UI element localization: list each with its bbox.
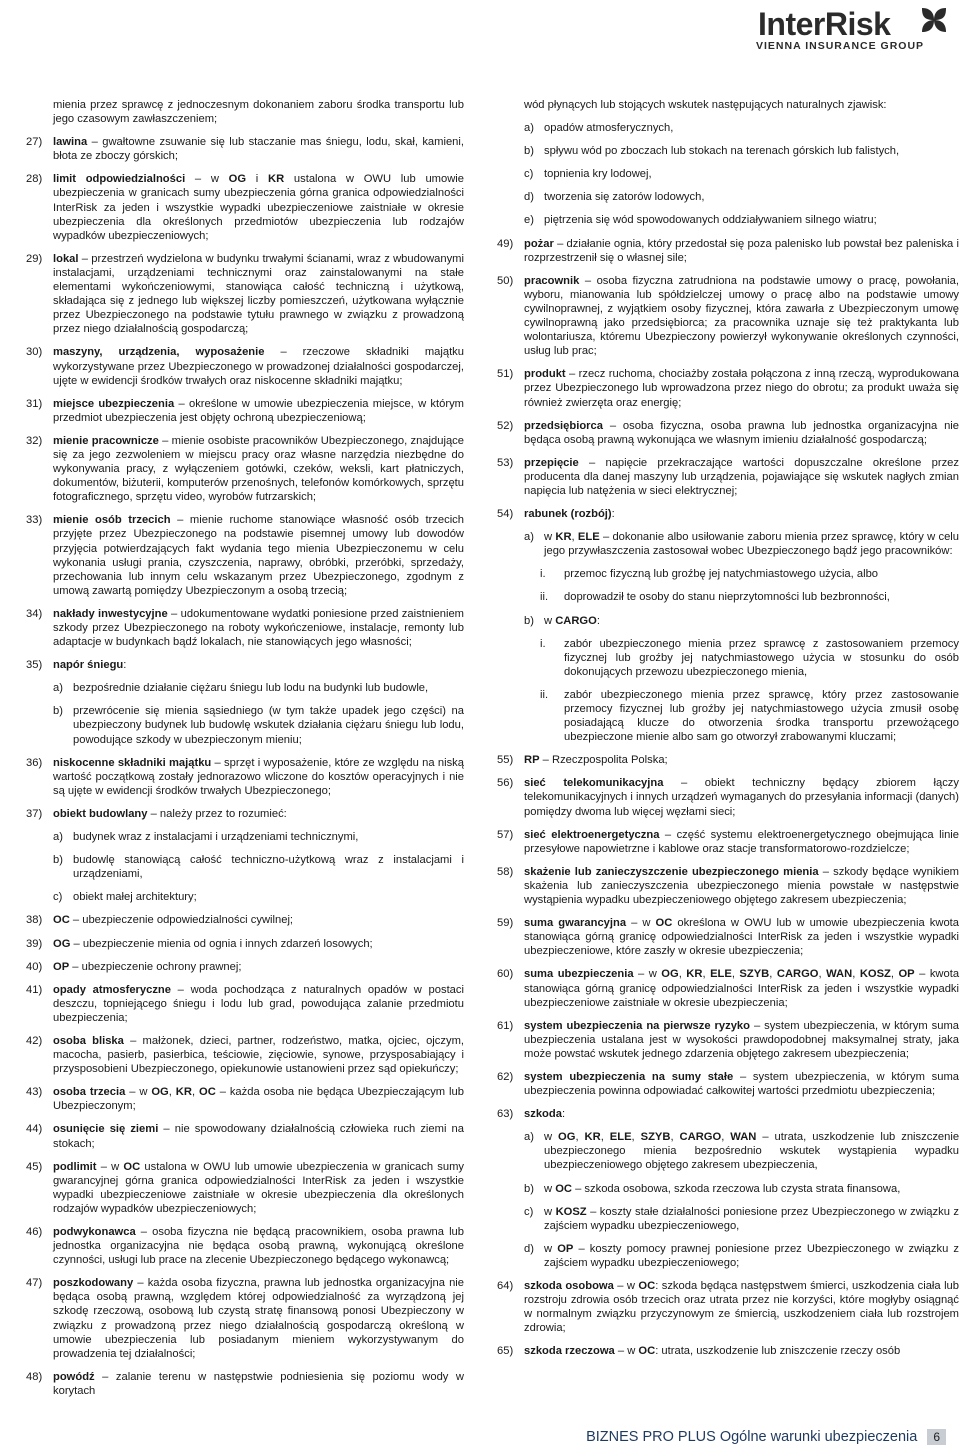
definition-27: 27) lawina – gwałtowne zsuwanie się lub staczanie mas śniegu, lodu, skał, kamieni, błota ze zboczy górskich;: [26, 136, 464, 163]
definition-35-b: b) przewrócenie się mienia sąsiedniego (w tym także upadek jego części) na ubezpieczony budynek lub budowlę wskutek działania ciężaru śniegu lub lodu, powodujące szkody w ubezpieczonym mieniu;: [53, 705, 464, 746]
definition-45: 45) podlimit – w OC ustalona w OWU lub umowie ubezpieczenia w granicach sumy gwarancyjnej górna granica odpowiedzialności InterRisk za jeden i wszystkie wypadki ubezpieczeniowe zaistniałe w okresie ubezpieczenia dla określonych rodzajów wypadków ubezpieczeniowych;: [26, 1160, 464, 1215]
definition-58: 58) skażenie lub zanieczyszczenie ubezpieczonego mienia – szkody będące wynikiem skażenia lub zanieczyszczenia ubezpieczonego mienia powstałe w następstwie wystąpienia wypadku ubezpieczeniowego objętego zakresem ubezpieczenia;: [497, 865, 959, 907]
definition-37-c: c) obiekt małej architektury;: [53, 891, 197, 904]
definition-54-b: b) w CARGO:: [524, 614, 600, 627]
definition-34: 34) nakłady inwestycyjne – udokumentowane wydatki poniesione przed zaistnieniem szkody przez Ubezpieczonego na roboty wykończeniowe, instalacje, remonty lub adaptacje w budynkach bądź lokalach, nie stanowiących jego własności;: [26, 607, 464, 649]
definition-63-b: b) w OC – szkoda osobowa, szkoda rzeczowa lub czysta strata finansowa,: [524, 1182, 901, 1195]
definition-38: 38) OC – ubezpieczenie odpowiedzialności cywilnej;: [26, 914, 294, 927]
leaf-icon: [920, 6, 948, 34]
definition-65: 65) szkoda rzeczowa – w OC: utrata, uszkodzenie lub zniszczenie rzeczy osób: [497, 1345, 901, 1358]
definition-39: 39) OG – ubezpieczenie mienia od ognia i innych zdarzeń losowych;: [26, 937, 373, 950]
definition-60: 60) suma ubezpieczenia – w OG, KR, ELE, SZYB, CARGO, WAN, KOSZ, OP – kwota stanowiąca górną granicę odpowiedzialności InterRisk za jeden i wszystkie wypadki ubezpieczeniowe zaistniałe w okresie ubezpieczenia;: [497, 968, 960, 1009]
definition-44: 44) osunięcie się ziemi – nie spowodowany działalnością człowieka ruch ziemi na stokach;: [26, 1123, 464, 1150]
page-footer: [586, 1428, 946, 1446]
definition-54: 54) rabunek (rozbój):: [497, 508, 615, 521]
definition-32: 32) mienie pracownicze – mienie osobiste pracowników Ubezpieczonego, znajdujące się za jego zezwoleniem w miejscu pracy oraz własne narzędzia niezbędne do wykonywania pracy, z wyłączeniem gotówki, czeków, weksli, kart płatniczych, dokumentów, biżuterii, komputerów przenośnych, telefonów komórkowych, sprzętu fotograficznego, sprzętu video, wyrobów futrzarskich;: [26, 434, 464, 504]
definition-63-d: d) w OP – koszty pomocy prawnej poniesione przez Ubezpieczonego w związku z zajściem wypadku ubezpieczeniowego;: [524, 1242, 959, 1269]
definition-47: 47) poszkodowany – każda osoba fizyczna, prawna lub jednostka organizacyjna nie będąca osobą prawną, względem której odpowiedzialność za wyrządzoną jej szkodę rzeczową, osobową lub czystą stratę finansową ponosi Ubezpieczony w związku z prowadzoną przez niego działalnością gospodarczą określoną w umowie ubezpieczenia lub posiadanym mieniem wykorzystywanym do prowadzenia tej działalności;: [26, 1277, 464, 1360]
definition-46: 46) podwykonawca – osoba fizyczna nie będącą pracownikiem, osoba prawna lub jednostka organizacyjna nie będąca osobą prawną, wykonującą określone czynności, usługi lub prace na zlecenie Ubezpieczonego będącego wykonawcą;: [26, 1226, 464, 1267]
definition-63: 63) szkoda:: [497, 1108, 566, 1121]
definition-48-c: c) topnienia kry lodowej,: [524, 168, 652, 181]
definition-54-b-ii: ii. zabór ubezpieczonego mienia przez sprawcę, który przez zastosowanie przemocy fizycznej lub groźby jej natychmiastowego użycia zmusił osobę posiadającą klucze do otworzenia środka transportu przewożącego ubezpieczone mienie albo sam go otworzył zrabowanymi kluczami;: [540, 688, 959, 744]
definition-40: 40) OP – ubezpieczenie ochrony prawnej;: [26, 960, 242, 973]
definition-57: 57) sieć elektroenergetyczna – część systemu elektroenergetycznego obejmująca linie przesyłowe napowietrzne i kablowe oraz stacje transformatorowo-rozdzielcze;: [497, 828, 959, 855]
definition-48-continued: wód płynących lub stojących wskutek następujących naturalnych zjawisk:: [524, 99, 887, 111]
definition-63-c: c) w KOSZ – koszty stałe działalności poniesione przez Ubezpieczonego w związku z zajściem wypadku ubezpieczeniowego,: [524, 1205, 960, 1232]
definition-48-b: b) spływu wód po zboczach lub stokach na terenach górskich lub falistych,: [524, 145, 900, 158]
brand-tagline: VIENNA INSURANCE GROUP: [756, 40, 925, 52]
definition-64: 64) szkoda osobowa – w OC: szkoda będąca następstwem śmierci, uszkodzenia ciała lub rozstroju zdrowia osób trzecich oraz utrata przez nie korzyści, które mogłyby osiągnąć w normalnym związku przyczynowym ze śmiercią, uszkodzeniem ciała lub rozstrojem zdrowia;: [497, 1280, 959, 1335]
definition-42: 42) osoba bliska – małżonek, dzieci, partner, rodzeństwo, matka, ojciec, ojczym, macocha, pasierb, pasierbica, teściowie, zięciowie, synowe, przysposabiający i przysposobieni Ubezpieczonego, opiekunowie ustanowieni przez sąd opiekuńczy;: [26, 1034, 464, 1076]
definition-36: 36) niskocenne składniki majątku – sprzęt i wyposażenie, które ze względu na niską wartość początkową zostały jednorazowo wliczone do kosztów operacyjnych i nie są ujęte w ewidencji środków trwałych Ubezpieczonego;: [26, 756, 464, 797]
interrisk-logo: [718, 6, 948, 54]
definition-48-a: a) opadów atmosferycznych,: [524, 122, 674, 135]
definition-26-continued: mienia przez sprawcę z jednoczesnym dokonaniem zaboru środka transportu lub jego czasowym zawłaszczeniem;: [53, 99, 464, 126]
definition-28: 28) limit odpowiedzialności – w OG i KR ustalona w OWU lub umowie ubezpieczenia w granicach sumy ubezpieczenia górna granica odpowiedzialności InterRisk za jeden i wszystkie wypadki ubezpieczeniowe zaistniałe w okresie ubezpieczenia dla określonych przedmiotów ubezpieczenia lub rodzajów wypadków ubezpieczeniowych;: [26, 173, 465, 242]
brand-name: InterRisk: [758, 6, 891, 42]
definition-54-b-i: i. zabór ubezpieczonego mienia przez sprawcę z zastosowaniem przemocy fizycznej lub groźby jej natychmiastowego użycia w stosunku do osób dokonujących przewozu ubezpieczonego mienia,: [540, 637, 959, 678]
definition-55: 55) RP – Rzeczpospolita Polska;: [497, 754, 668, 767]
definition-50: 50) pracownik – osoba fizyczna zatrudniona na podstawie umowy o pracę, powołania, wyboru, mianowania lub spółdzielczej umowy o pracę albo na podstawie umowy cywilnoprawnej, z wyjątkiem osoby fizycznej, która zawarła z Ubezpieczonym umowę cywilnoprawną jako przedsiębiorca; za pracownika uznaje się też praktykanta lub wolontariusza, któremu Ubezpieczony powierzył wykonywanie określonych czynności, usług lub prac;: [497, 274, 959, 358]
definition-53: 53) przepięcie – napięcie przekraczające wartości dopuszczalne określone przez producenta dla danej maszyny lub urządzenia, pojawiające się wskutek nagłych zmian napięcia lub natężenia w sieci elektrycznej;: [497, 456, 959, 497]
definition-59: 59) suma gwarancyjna – w OC określona w OWU lub w umowie ubezpieczenia kwota stanowiąca górną granicę odpowiedzialności InterRisk za jeden i wszystkie wypadki ubezpieczeniowe, które zaszły w okresie ubezpieczenia;: [497, 917, 959, 958]
definition-41: 41) opady atmosferyczne – woda pochodząca z naturalnych opadów w postaci deszczu, topniejącego śniegu i lodu lub grad, powodująca zalanie przedmiotu ubezpieczenia;: [26, 983, 464, 1024]
definition-37-b: b) budowlę stanowiącą całość techniczno-użytkową wraz z instalacjami i urządzeniami,: [53, 854, 464, 881]
definition-48-d: d) tworzenia się zatorów lodowych,: [524, 191, 705, 204]
definition-63-a: a) w OG, KR, ELE, SZYB, CARGO, WAN – utrata, uszkodzenie lub zniszczenie ubezpieczonego mienia bezpośrednio wskutek wystąpienia wypadku ubezpieczeniowego objętego zakresem ubezpieczenia,: [524, 1131, 960, 1172]
definition-37: 37) obiekt budowlany – należy przez to rozumieć:: [26, 807, 287, 820]
definition-48-e: e) piętrzenia się wód spowodowanych oddziaływaniem silnego wiatru;: [524, 214, 877, 227]
definition-35: 35) napór śniegu:: [26, 659, 127, 672]
definition-31: 31) miejsce ubezpieczenia – określone w umowie ubezpieczenia miejsce, w którym przedmiot ubezpieczenia jest objęty ochroną ubezpieczeniową;: [26, 397, 464, 424]
definition-61: 61) system ubezpieczenia na pierwsze ryzyko – system ubezpieczenia, w którym suma ubezpieczenia ustalana jest w wysokości prawdopodobnej maksymalnej straty, jaka może powstać wskutek jednego zdarzenia objętego zakresem ubezpieczenia;: [497, 1019, 959, 1060]
page-number: 6: [927, 1429, 946, 1445]
definition-54-a-i: i. przemoc fizyczną lub groźbę jej natychmiastowego użycia, albo: [540, 568, 879, 581]
definition-48: 48) powódź – zalanie terenu w następstwie podniesienia się poziomu wody w korytach: [26, 1370, 464, 1397]
definition-30: 30) maszyny, urządzenia, wyposażenie – rzeczowe składniki majątku wykorzystywane przez Ubezpieczonego w prowadzonej działalności gospodarczej, ujęte w ewidencji środków trwałych oraz niskocenne składniki majątku;: [26, 346, 464, 387]
definition-56: 56) sieć telekomunikacyjna – obiekt techniczny będący zbiorem łączy telekomunikacyjnych i innych urządzeń wymaganych do przesyłania informacji (danych) pomiędzy dwoma lub więcej węzłami sieci;: [497, 777, 959, 818]
left-column: [26, 98, 464, 1407]
definition-33: 33) mienie osób trzecich – mienie ruchome stanowiące własność osób trzecich przyjęte przez Ubezpieczonego na podstawie pisemnej umowy lub dowodów przyjęcia potwierdzających fakt wydania tego mienia Ubezpieczonemu w celu wykonania usługi prania, czyszczenia, naprawy, obróbki, przeróbki, sprzedaży, przechowania lub innym celu wskazanym przez Ubezpieczonego, zgodnym z umową zawartą pomiędzy Ubezpieczonym a osobą trzecią;: [26, 514, 464, 597]
definition-52: 52) przedsiębiorca – osoba fizyczna, osoba prawna lub jednostka organizacyjna nie będąca osobą prawną wykonująca we własnym imieniu działalność gospodarczą;: [497, 419, 959, 446]
definition-62: 62) system ubezpieczenia na sumy stałe – system ubezpieczenia, w którym suma ubezpieczenia powinna odpowiadać całkowitej wartości przedmiotu ubezpieczenia;: [497, 1070, 960, 1098]
definition-49-pozar: 49) pożar – działanie ognia, który przedostał się poza palenisko lub powstał bez paleniska i rozprzestrzenił się o własnej sile;: [497, 237, 959, 264]
definition-37-a: a) budynek wraz z instalacjami i urządzeniami technicznymi,: [53, 831, 359, 844]
definition-54-a-ii: ii. doprowadził te osoby do stanu nieprzytomności lub bezbronności,: [540, 591, 890, 604]
definition-35-a: a) bezpośrednie działanie ciężaru śniegu lub lodu na budynki lub budowle,: [53, 682, 429, 695]
document-title: BIZNES PRO PLUS Ogólne warunki ubezpieczenia: [586, 1429, 918, 1445]
right-column: [497, 98, 959, 1367]
definition-51: 51) produkt – rzecz ruchoma, chociażby została połączona z inną rzeczą, wyprodukowana przez Ubezpieczonego lub wprowadzona przez niego do obrotu; za produkt uważa się również zwierzęta oraz energię;: [497, 368, 959, 409]
definition-29: 29) lokal – przestrzeń wydzielona w budynku trwałymi ścianami, wraz z wbudowanymi instalacjami, urządzeniami technicznymi oraz zainstalowanymi na stałe elementami wykończeniowymi, stanowiąca całość techniczną i użytkową, składająca się z jednego lub większej liczby pomieszczeń, użytkowana wyłącznie przez Ubezpieczonego na podstawie tytułu prawnego w związku z prowadzoną przez niego działalnością gospodarczą;: [26, 252, 464, 336]
definition-43: 43) osoba trzecia – w OG, KR, OC – każda osoba nie będąca Ubezpieczającym lub Ubezpieczonym;: [26, 1086, 464, 1113]
definition-54-a: a) w KR, ELE – dokonanie albo usiłowanie zaboru mienia przez sprawcę, który w celu jego przywłaszczenia zastosował wobec Ubezpieczonego bądź jego pracowników:: [524, 531, 960, 558]
